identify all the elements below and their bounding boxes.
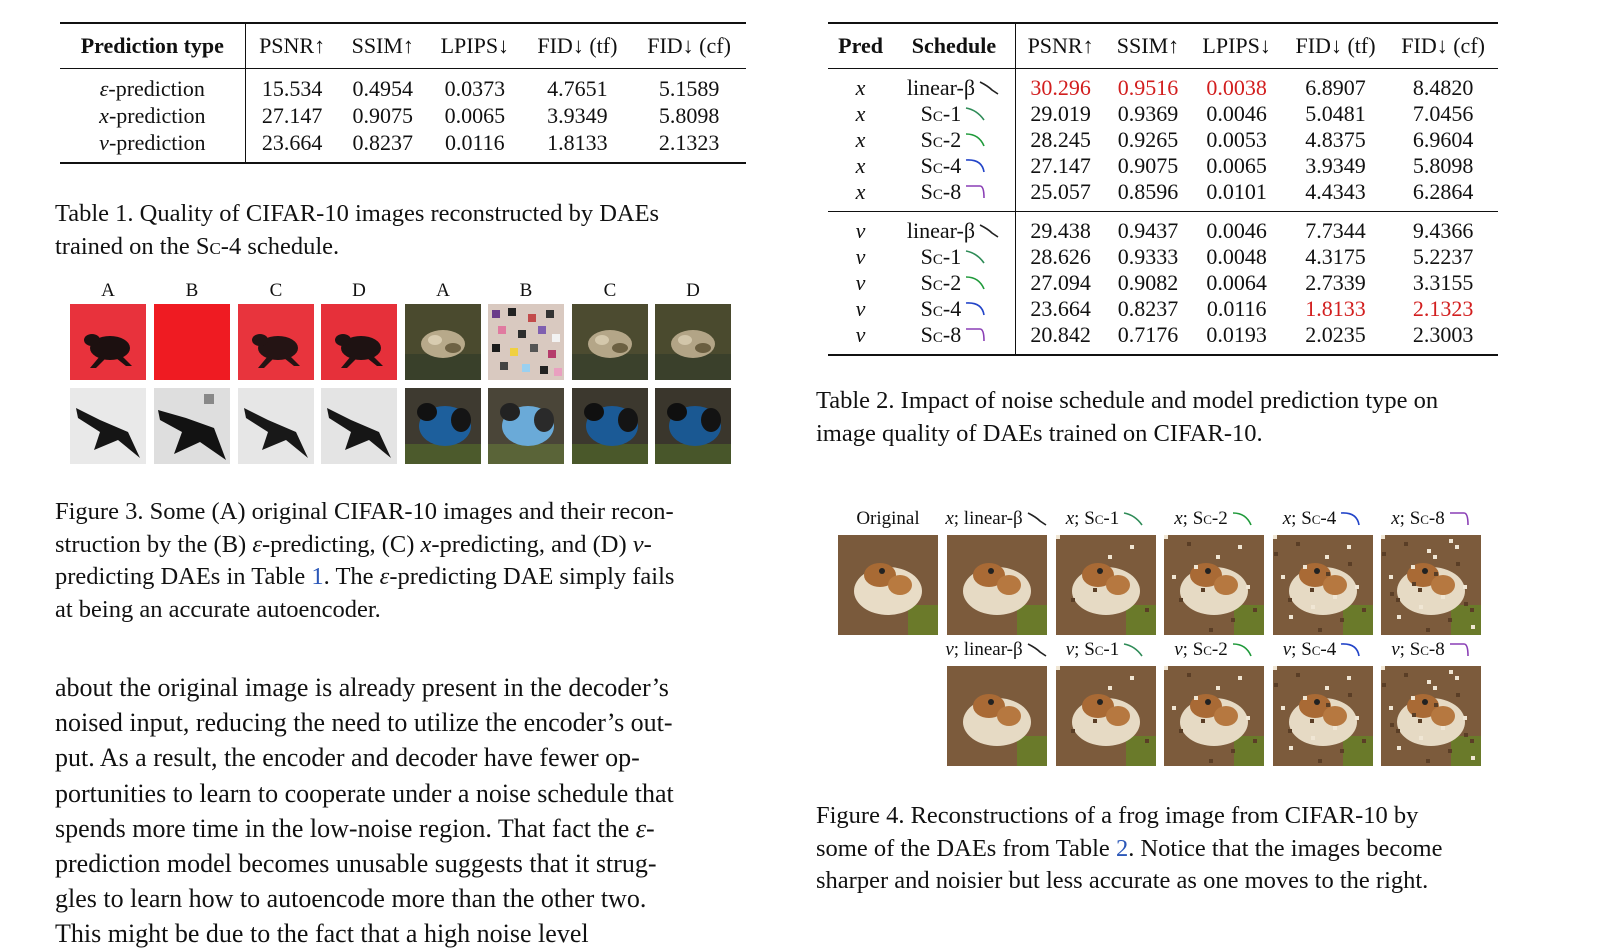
cell-schedule: Sc-2 — [893, 127, 1015, 153]
dog-original-image — [405, 388, 481, 464]
airplane-v-recon-image — [321, 388, 397, 464]
cell-pred: v — [855, 270, 866, 295]
schedule-curve-icon — [1449, 511, 1471, 527]
schedule-curve-icon — [965, 106, 987, 122]
text-line: about the original image is already present in the decoder’s — [55, 673, 669, 702]
schedule-curve-icon — [1027, 511, 1049, 527]
schedule-curve-icon — [965, 275, 987, 291]
column-label-c: C — [603, 280, 617, 301]
schedule-curve-icon — [979, 80, 1001, 96]
cell-lpips: 0.0116 — [444, 129, 505, 155]
table-2-link[interactable]: 2 — [1115, 834, 1129, 862]
table-row — [828, 69, 1498, 102]
frog-recon-image — [947, 666, 1047, 766]
cell-fid-tf: 1.8133 — [1305, 296, 1366, 321]
figure-4-caption — [816, 800, 1510, 898]
cell-fid-tf: 2.7339 — [1305, 270, 1366, 295]
table-row — [60, 102, 746, 129]
cell-fid-cf: 6.2864 — [1412, 179, 1474, 204]
cell-psnr: 28.626 — [1030, 244, 1091, 269]
cell-pred: x — [855, 75, 866, 100]
figure-3-caption — [55, 496, 749, 626]
caption-line: trained on the Sc-4 schedule. — [55, 232, 340, 260]
caption-line: Figure 4. Reconstructions of a frog image from CIFAR-10 by — [816, 802, 1419, 829]
frog-red-original-image — [70, 304, 146, 380]
cell-fid-tf: 4.3175 — [1305, 244, 1366, 269]
frog-recon-image — [1381, 535, 1481, 635]
caption-line: some of the DAEs from Table 2. Notice that the images become — [816, 834, 1443, 862]
cell-fid-cf: 8.4820 — [1412, 75, 1474, 100]
cell-psnr: 30.296 — [1030, 75, 1091, 100]
text-line: noised input, reducing the need to utilize the encoder’s out- — [55, 708, 673, 738]
schedule-curve-icon — [965, 301, 987, 317]
caption-line: Figure 3. Some (A) original CIFAR-10 images and their recon- — [55, 498, 674, 525]
cell-lpips: 0.0064 — [1206, 270, 1267, 295]
cell-psnr: 20.842 — [1030, 322, 1091, 347]
frog-recon-image — [1381, 666, 1481, 766]
cell-ssim: 0.8237 — [1117, 296, 1179, 321]
cell-schedule: Sc-2 — [893, 270, 1015, 296]
frog-recon-image — [1164, 666, 1264, 766]
column-label-c: C — [269, 280, 283, 301]
cell-psnr: 27.147 — [1030, 153, 1091, 178]
table-1-caption — [55, 198, 749, 263]
panel-label: v; Sc-4 — [1268, 639, 1378, 661]
table-row — [828, 127, 1498, 153]
header-schedule: Schedule — [893, 24, 1015, 69]
panel-label: v; Sc-8 — [1376, 639, 1486, 661]
cell-schedule: linear-β — [893, 212, 1015, 245]
panel-label: x; linear-β — [942, 508, 1052, 530]
cell-pred: x — [855, 153, 866, 178]
schedule-curve-icon — [1027, 642, 1049, 658]
header-ssim: SSIM↑ — [351, 33, 414, 58]
cell-fid-cf: 6.9604 — [1412, 127, 1474, 152]
frog-recon-image — [1056, 666, 1156, 766]
figure-3 — [70, 280, 734, 466]
table-row — [828, 153, 1498, 179]
schedule-curve-icon — [965, 132, 987, 148]
panel-label: v; linear-β — [942, 639, 1052, 661]
column-label-d: D — [352, 280, 366, 301]
caption-line: at being an accurate autoencoder. — [55, 595, 381, 623]
frog-recon-image — [1273, 666, 1373, 766]
cell-lpips: 0.0101 — [1206, 179, 1267, 204]
panel-label: x; Sc-1 — [1051, 508, 1161, 530]
cell-psnr: 25.057 — [1030, 179, 1091, 204]
schedule-curve-icon — [979, 223, 1001, 239]
column-label-b: B — [519, 280, 533, 301]
column-label-a: A — [436, 280, 450, 301]
schedule-curve-icon — [965, 249, 987, 265]
cell-ssim: 0.7176 — [1117, 322, 1179, 347]
cell-ssim: 0.8596 — [1117, 179, 1179, 204]
caption-line: sharper and noisier but less accurate as one moves to the right. — [816, 867, 1429, 894]
cell-schedule: Sc-4 — [893, 153, 1015, 179]
cell-psnr: 15.534 — [261, 75, 323, 101]
panel-label: x; Sc-4 — [1268, 508, 1378, 530]
panel-label: x; Sc-8 — [1376, 508, 1486, 530]
schedule-curve-icon — [1123, 642, 1145, 658]
cell-pred: v — [855, 296, 866, 321]
row-label: v-prediction — [60, 129, 245, 162]
table-1-link[interactable]: 1 — [311, 563, 324, 590]
cell-lpips: 0.0046 — [1191, 212, 1283, 245]
cell-fid-tf: 4.7651 — [547, 75, 608, 101]
table-row — [828, 101, 1498, 127]
cell-psnr: 27.147 — [261, 102, 323, 128]
cell-schedule: Sc-8 — [893, 322, 1015, 354]
frog-green-original-image — [405, 304, 481, 380]
schedule-curve-icon — [1232, 642, 1254, 658]
text-line: spends more time in the low-noise region. That fact the ε- — [55, 813, 655, 843]
table-2-caption — [816, 385, 1510, 450]
airplane-original-image — [70, 388, 146, 464]
caption-line: predicting DAEs in Table 1. The ε-predicting DAE simply fails — [55, 563, 675, 590]
cell-pred: v — [855, 244, 866, 269]
cell-ssim: 0.9075 — [352, 102, 413, 128]
cell-ssim: 0.9082 — [1117, 270, 1179, 295]
text-line: put. As a result, the encoder and decoder have fewer op- — [55, 743, 640, 773]
cell-lpips: 0.0053 — [1206, 127, 1267, 152]
original-label: Original — [856, 508, 920, 529]
schedule-curve-icon — [965, 327, 987, 343]
cell-fid-tf: 6.8907 — [1305, 75, 1366, 100]
cell-psnr: 28.245 — [1030, 127, 1091, 152]
dog-v-recon-image — [655, 388, 731, 464]
frog-recon-image — [947, 535, 1047, 635]
frog-red-x-recon-image — [238, 304, 314, 380]
frog-green-x-recon-image — [572, 304, 648, 380]
frog-recon-image — [1273, 535, 1373, 635]
cell-lpips: 0.0116 — [1206, 296, 1267, 321]
header-ssim: SSIM↑ — [1116, 33, 1180, 58]
column-label-a: A — [101, 280, 115, 301]
panel-label: v; Sc-1 — [1051, 639, 1161, 661]
cell-lpips: 0.0193 — [1206, 322, 1267, 347]
cell-psnr: 29.438 — [1015, 212, 1105, 245]
frog-recon-image — [1164, 535, 1264, 635]
column-label-b: B — [185, 280, 199, 301]
cell-fid-cf: 3.3155 — [1412, 270, 1474, 295]
caption-line: Table 2. Impact of noise schedule and model prediction type on — [816, 387, 1439, 414]
header-pred: Pred — [838, 33, 883, 58]
table-row — [828, 212, 1498, 245]
airplane-eps-recon-image — [154, 388, 230, 464]
body-paragraph — [55, 670, 749, 952]
header-psnr: PSNR↑ — [259, 33, 326, 58]
cell-fid-cf: 5.8098 — [658, 102, 720, 128]
cell-lpips: 0.0048 — [1206, 244, 1267, 269]
frog-original-image — [838, 535, 938, 635]
cell-schedule: Sc-8 — [893, 179, 1015, 212]
cell-fid-tf: 5.0481 — [1305, 101, 1366, 126]
cell-fid-cf: 2.3003 — [1412, 322, 1474, 347]
cell-lpips: 0.0065 — [1206, 153, 1267, 178]
cell-fid-cf: 7.0456 — [1412, 101, 1474, 126]
schedule-curve-icon — [1123, 511, 1145, 527]
cell-pred: x — [855, 101, 866, 126]
cell-fid-cf: 5.2237 — [1412, 244, 1474, 269]
header-lpips: LPIPS↓ — [440, 33, 510, 58]
caption-line: struction by the (B) ε-predicting, (C) x-predicting, and (D) v- — [55, 530, 652, 558]
bottom-rule — [828, 354, 1498, 356]
cell-ssim: 0.9369 — [1117, 101, 1179, 126]
table-row — [828, 244, 1498, 270]
cell-lpips: 0.0038 — [1206, 75, 1267, 100]
cell-schedule: linear-β — [893, 69, 1015, 102]
table-row — [828, 296, 1498, 322]
schedule-curve-icon — [1340, 511, 1362, 527]
noisy-recon-image — [488, 304, 564, 380]
cell-psnr: 23.664 — [1030, 296, 1091, 321]
schedule-curve-icon — [1340, 642, 1362, 658]
dog-eps-recon-image — [488, 388, 564, 464]
cell-fid-cf: 2.1323 — [1412, 296, 1474, 321]
cell-pred: v — [828, 212, 893, 245]
panel-label: v; Sc-2 — [1159, 639, 1269, 661]
schedule-curve-icon — [1232, 511, 1254, 527]
cell-lpips: 0.0065 — [444, 102, 506, 128]
cell-fid-cf: 5.1589 — [658, 75, 720, 101]
cell-pred: x — [855, 179, 866, 204]
frog-recon-image — [1056, 535, 1156, 635]
cell-schedule: Sc-1 — [893, 244, 1015, 270]
table-row — [828, 179, 1498, 212]
figure-4 — [838, 508, 1488, 770]
header-fid-tf: FID↓ (tf) — [1295, 33, 1376, 58]
cell-fid-cf: 9.4366 — [1388, 212, 1498, 245]
cell-ssim: 0.9265 — [1117, 127, 1179, 152]
text-line: prediction model becomes unusable suggests that it strug- — [55, 849, 657, 879]
cell-fid-tf: 3.9349 — [547, 102, 608, 128]
header-fid-cf: FID↓ (cf) — [1401, 33, 1485, 58]
cell-psnr: 23.664 — [261, 129, 323, 155]
table-row — [60, 129, 746, 162]
frog-red-eps-recon-image — [154, 304, 230, 380]
header-lpips: LPIPS↓ — [1202, 33, 1271, 58]
cell-lpips: 0.0373 — [444, 75, 506, 101]
cell-fid-tf: 4.4343 — [1305, 179, 1366, 204]
table-2 — [828, 22, 1498, 356]
cell-lpips: 0.0046 — [1206, 101, 1267, 126]
panel-label: x; Sc-2 — [1159, 508, 1269, 530]
text-line: This might be due to the fact that a high noise level — [55, 919, 589, 949]
bottom-rule — [60, 162, 746, 164]
frog-red-v-recon-image — [321, 304, 397, 380]
airplane-x-recon-image — [238, 388, 314, 464]
cell-fid-cf: 2.1323 — [658, 129, 720, 155]
cell-fid-tf: 3.9349 — [1305, 153, 1366, 178]
row-label: ε-prediction — [60, 69, 245, 103]
cell-fid-tf: 7.7344 — [1283, 212, 1388, 245]
header-fid-tf: FID↓ (tf) — [537, 33, 618, 58]
dog-x-recon-image — [572, 388, 648, 464]
cell-ssim: 0.8237 — [352, 129, 413, 155]
frog-green-v-recon-image — [655, 304, 731, 380]
table-row — [828, 322, 1498, 354]
header-fid-cf: FID↓ (cf) — [647, 33, 731, 58]
cell-ssim: 0.9437 — [1105, 212, 1190, 245]
cell-psnr: 29.019 — [1030, 101, 1091, 126]
caption-line: image quality of DAEs trained on CIFAR-10. — [816, 419, 1263, 447]
table-row — [60, 69, 746, 103]
cell-fid-tf: 4.8375 — [1305, 127, 1366, 152]
schedule-curve-icon — [965, 158, 987, 174]
caption-line: Table 1. Quality of CIFAR-10 images reconstructed by DAEs — [55, 200, 660, 227]
cell-psnr: 27.094 — [1030, 270, 1091, 295]
row-label: x-prediction — [60, 102, 245, 129]
cell-ssim: 0.9516 — [1117, 75, 1179, 100]
cell-ssim: 0.4954 — [352, 75, 413, 101]
cell-ssim: 0.9075 — [1117, 153, 1179, 178]
table-1 — [60, 22, 746, 164]
cell-fid-tf: 1.8133 — [547, 129, 608, 155]
column-label-d: D — [686, 280, 700, 301]
header-psnr: PSNR↑ — [1027, 33, 1094, 58]
table-2-grid — [828, 24, 1498, 354]
schedule-curve-icon — [1449, 642, 1471, 658]
header-prediction-type: Prediction type — [60, 24, 245, 69]
table-1-grid — [60, 24, 746, 162]
cell-fid-cf: 5.8098 — [1412, 153, 1474, 178]
text-line: gles to learn how to autoencode more than the other two. — [55, 884, 647, 914]
cell-schedule: Sc-4 — [893, 296, 1015, 322]
cell-fid-tf: 2.0235 — [1305, 322, 1366, 347]
cell-pred: v — [855, 322, 866, 347]
text-line: portunities to learn to cooperate under a noise schedule that — [55, 778, 674, 808]
cell-pred: x — [855, 127, 866, 152]
schedule-curve-icon — [965, 184, 987, 200]
cell-ssim: 0.9333 — [1117, 244, 1179, 269]
cell-schedule: Sc-1 — [893, 101, 1015, 127]
table-row — [828, 270, 1498, 296]
